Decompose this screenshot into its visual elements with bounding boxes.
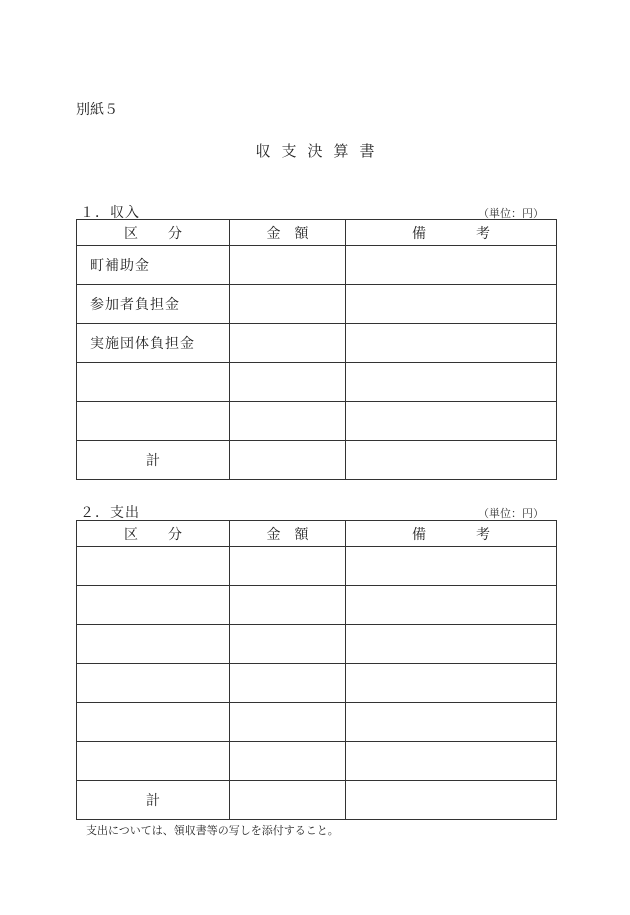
table-row xyxy=(77,625,557,664)
column-header-remarks: 備考 xyxy=(346,521,557,547)
remarks-cell[interactable] xyxy=(346,324,557,363)
total-label: 計 xyxy=(77,781,230,820)
remarks-cell[interactable] xyxy=(346,664,557,703)
income-heading: １．収入 xyxy=(80,205,140,221)
total-remarks-cell[interactable] xyxy=(346,441,557,480)
document-title: 収支決算書 xyxy=(255,142,386,160)
expense-table xyxy=(76,520,557,820)
category-cell[interactable] xyxy=(77,625,230,664)
column-header-category: 区分 xyxy=(77,220,230,246)
category-cell[interactable] xyxy=(77,363,230,402)
table-row xyxy=(77,586,557,625)
remarks-cell[interactable] xyxy=(346,285,557,324)
amount-cell[interactable] xyxy=(230,586,346,625)
income-header-row xyxy=(77,220,557,246)
remarks-cell[interactable] xyxy=(346,547,557,586)
category-cell[interactable] xyxy=(77,586,230,625)
income-unit-label: （単位：円） xyxy=(478,207,544,220)
expense-unit-label: （単位：円） xyxy=(478,507,544,520)
amount-cell[interactable] xyxy=(230,625,346,664)
category-cell[interactable] xyxy=(77,402,230,441)
table-row xyxy=(77,246,557,285)
expense-heading: ２．支出 xyxy=(80,505,140,521)
category-cell: 町補助金 xyxy=(77,246,230,285)
amount-cell[interactable] xyxy=(230,285,346,324)
remarks-cell[interactable] xyxy=(346,703,557,742)
column-header-category: 区分 xyxy=(77,521,230,547)
column-header-remarks: 備考 xyxy=(346,220,557,246)
category-cell[interactable] xyxy=(77,742,230,781)
table-row xyxy=(77,547,557,586)
table-row xyxy=(77,363,557,402)
remarks-cell[interactable] xyxy=(346,363,557,402)
total-amount-cell[interactable] xyxy=(230,781,346,820)
category-cell[interactable] xyxy=(77,703,230,742)
amount-cell[interactable] xyxy=(230,547,346,586)
table-row xyxy=(77,285,557,324)
total-amount-cell[interactable] xyxy=(230,441,346,480)
total-row xyxy=(77,441,557,480)
amount-cell[interactable] xyxy=(230,246,346,285)
table-row xyxy=(77,402,557,441)
amount-cell[interactable] xyxy=(230,324,346,363)
category-cell[interactable] xyxy=(77,664,230,703)
remarks-cell[interactable] xyxy=(346,586,557,625)
expense-header-row xyxy=(77,521,557,547)
amount-cell[interactable] xyxy=(230,402,346,441)
category-cell: 実施団体負担金 xyxy=(77,324,230,363)
total-row xyxy=(77,781,557,820)
amount-cell[interactable] xyxy=(230,664,346,703)
remarks-cell[interactable] xyxy=(346,402,557,441)
income-table xyxy=(76,219,557,480)
column-header-amount: 金額 xyxy=(230,220,346,246)
total-label: 計 xyxy=(77,441,230,480)
remarks-cell[interactable] xyxy=(346,742,557,781)
table-row xyxy=(77,664,557,703)
table-row xyxy=(77,324,557,363)
amount-cell[interactable] xyxy=(230,363,346,402)
annex-label: 別紙５ xyxy=(76,102,118,118)
category-cell: 参加者負担金 xyxy=(77,285,230,324)
footnote: 支出については、領収書等の写しを添付すること。 xyxy=(86,824,339,837)
column-header-amount: 金額 xyxy=(230,521,346,547)
table-row xyxy=(77,703,557,742)
amount-cell[interactable] xyxy=(230,742,346,781)
remarks-cell[interactable] xyxy=(346,246,557,285)
amount-cell[interactable] xyxy=(230,703,346,742)
remarks-cell[interactable] xyxy=(346,625,557,664)
table-row xyxy=(77,742,557,781)
total-remarks-cell[interactable] xyxy=(346,781,557,820)
category-cell[interactable] xyxy=(77,547,230,586)
